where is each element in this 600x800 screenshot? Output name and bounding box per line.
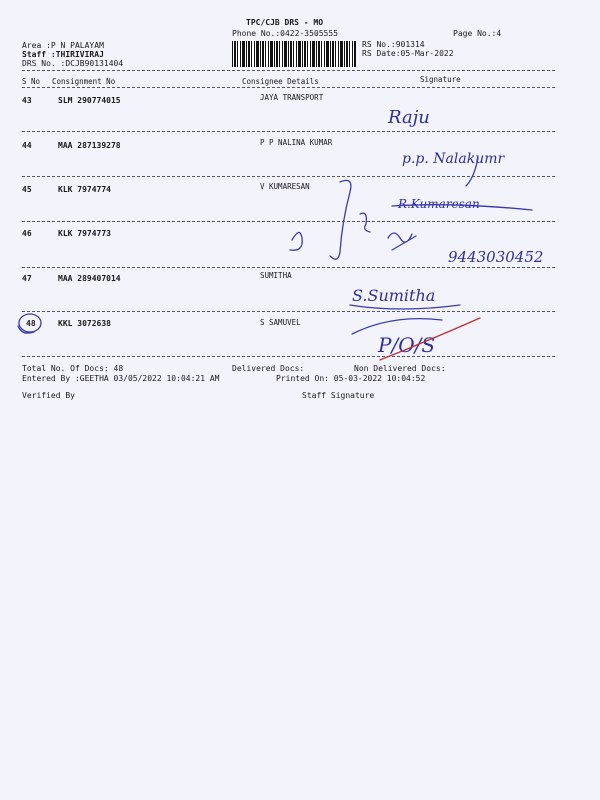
total-docs: Total No. Of Docs: 48 — [22, 364, 124, 373]
col-header-signature: Signature — [420, 75, 461, 84]
page-number: Page No.:4 — [453, 29, 502, 38]
row-consignment: MAA 287139278 — [58, 141, 121, 150]
row-consignee: SUMITHA — [260, 271, 292, 280]
row-sno: 48 — [26, 319, 36, 328]
row-sno: 44 — [22, 141, 32, 150]
row-consignment: KKL 3072638 — [58, 319, 111, 328]
non-delivered-docs: Non Delivered Docs: — [354, 364, 446, 373]
row-sno: 43 — [22, 96, 32, 105]
row-consignee: S SAMUVEL — [260, 318, 301, 327]
phone-handwritten: 9443030452 — [448, 248, 544, 266]
row-consignment: MAA 289407014 — [58, 274, 121, 283]
col-header-consignee: Consignee Details — [242, 77, 319, 86]
delivered-docs: Delivered Docs: — [232, 364, 305, 373]
printed-on: Printed On: 05-03-2022 10:04:52 — [276, 374, 426, 383]
rs-number: RS No.:901314 — [362, 40, 425, 49]
drs-number: DRS No. :DCJB90131404 — [22, 59, 124, 68]
rs-date: RS Date:05-Mar-2022 — [362, 49, 454, 58]
row-consignee: P P NALINA KUMAR — [260, 138, 333, 147]
circle-mark — [19, 314, 41, 332]
row-sno: 47 — [22, 274, 32, 283]
signature-row45: R.Kumaresan — [398, 197, 480, 211]
phone-number: Phone No.:0422-3505555 — [232, 29, 338, 38]
staff-signature: Staff Signature — [302, 391, 375, 400]
signature-row44: p.p. Nalakumr — [402, 151, 505, 167]
row-consignment: KLK 7974774 — [58, 185, 111, 194]
document-title: TPC/CJB DRS - MO — [246, 18, 324, 27]
row-consignee: V KUMARESAN — [260, 182, 310, 191]
row-sno: 46 — [22, 229, 32, 238]
entered-by: Entered By :GEETHA 03/05/2022 10:04:21 AM — [22, 374, 220, 383]
row-sno: 45 — [22, 185, 32, 194]
row-consignee: JAYA TRANSPORT — [260, 93, 324, 102]
signature-row43: Raju — [388, 107, 430, 128]
staff-label: Staff :THIRIVIRAJ — [22, 50, 104, 59]
col-header-sno: S No — [22, 77, 41, 86]
signature-row48: P/O/S — [378, 333, 436, 357]
row-consignment: SLM 290774015 — [58, 96, 121, 105]
verified-by: Verified By — [22, 391, 75, 400]
col-header-consignment: Consignment No — [52, 77, 116, 86]
area-label: Area :P N PALAYAM — [22, 41, 104, 50]
signature-row47: S.Sumitha — [352, 286, 436, 305]
row-consignment: KLK 7974773 — [58, 229, 111, 238]
